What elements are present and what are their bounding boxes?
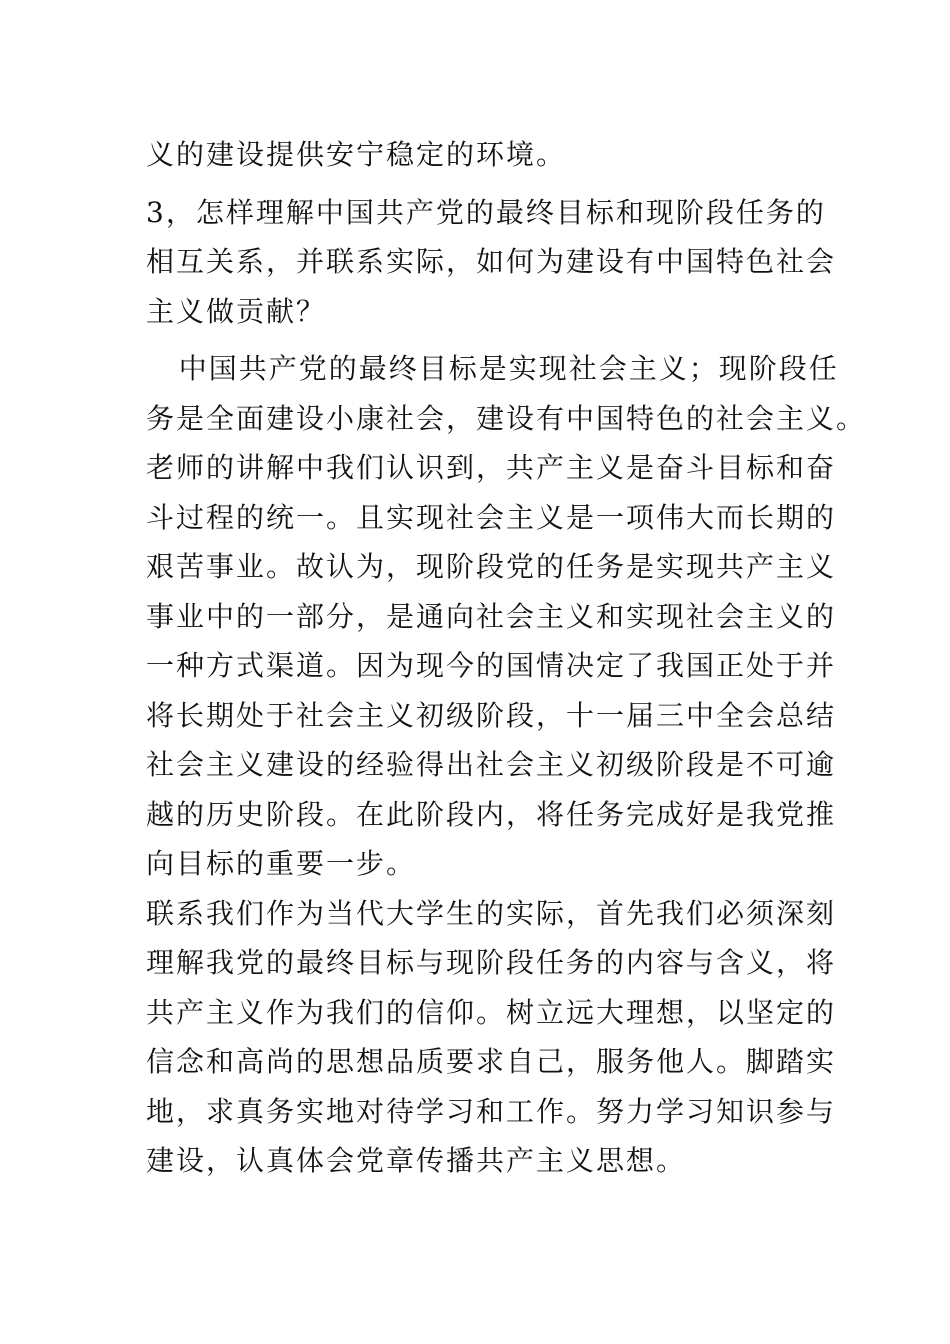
text-line: 地，求真务实地对待学习和工作。努力学习知识参与 (146, 1094, 837, 1128)
text-line: 中国共产党的最终目标是实现社会主义；现阶段任 (146, 352, 839, 385)
text-line: 越的历史阶段。在此阶段内，将任务完成好是我党推 (146, 797, 837, 831)
text-line: 建设，认真体会党章传播共产主义思想。 (146, 1144, 687, 1177)
text-line: 理解我党的最终目标与现阶段任务的内容与含义，将 (146, 946, 837, 979)
continuation-paragraph (146, 130, 826, 180)
document-body (146, 130, 867, 1186)
text-line: 相互关系，并联系实际，如何为建设有中国特色社会 (146, 245, 837, 278)
text-line: 联系我们作为当代大学生的实际，首先我们必须深刻 (146, 896, 837, 930)
text-line: 向目标的重要一步。 (146, 847, 417, 880)
answer-paragraph-1 (146, 344, 867, 889)
text-line: 主义做贡献？ (146, 294, 327, 328)
question-paragraph (146, 188, 837, 337)
text-line: 务是全面建设小康社会，建设有中国特色的社会主义。 (146, 401, 867, 435)
text-line: 一种方式渠道。因为现今的国情决定了我国正处于并 (146, 649, 837, 682)
text-line: 艰苦事业。故认为，现阶段党的任务是实现共产主义 (146, 550, 837, 583)
text-line: 义的建设提供安宁稳定的环境。 (146, 138, 567, 171)
text-line: 社会主义建设的经验得出社会主义初级阶段是不可逾 (146, 748, 837, 781)
text-line: 信念和高尚的思想品质要求自己，服务他人。脚踏实 (146, 1045, 837, 1078)
text-line: 老师的讲解中我们认识到，共产主义是奋斗目标和奋 (146, 451, 837, 484)
text-line: 事业中的一部分，是通向社会主义和实现社会主义的 (146, 599, 837, 633)
answer-paragraph-2 (146, 889, 837, 1186)
text-line: 将长期处于社会主义初级阶段，十一届三中全会总结 (146, 698, 837, 732)
text-line: 斗过程的统一。且实现社会主义是一项伟大而长期的 (146, 500, 837, 534)
text-line: 共产主义作为我们的信仰。树立远大理想，以坚定的 (146, 995, 837, 1029)
text-line: 3，怎样理解中国共产党的最终目标和现阶段任务的 (146, 195, 826, 229)
